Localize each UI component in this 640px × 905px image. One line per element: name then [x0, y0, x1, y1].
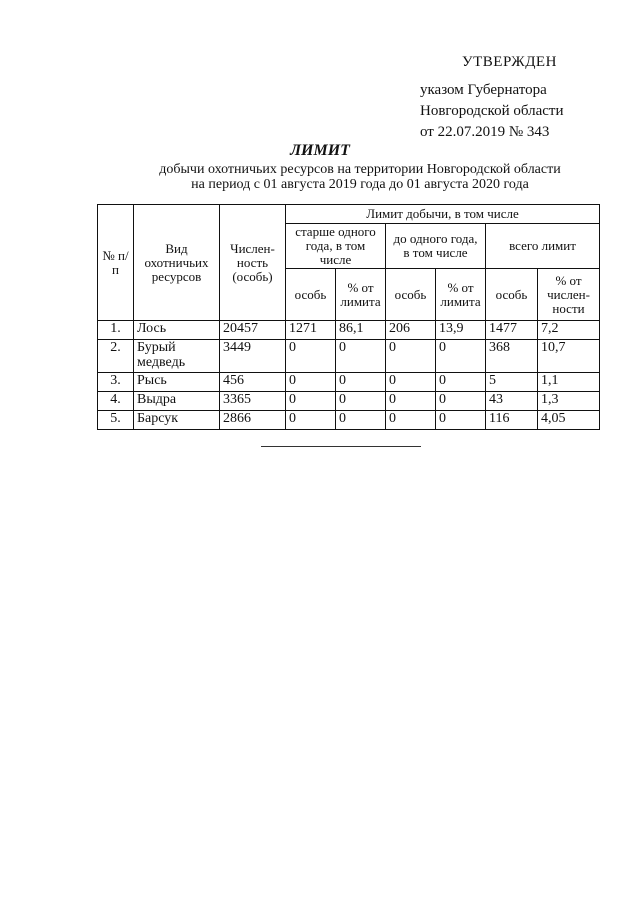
cell-total-pct: 10,7 — [538, 340, 600, 373]
cell-total-pct: 7,2 — [538, 321, 600, 340]
cell-num: 3. — [98, 373, 134, 392]
table-row — [98, 321, 600, 340]
cell-older-pct: 0 — [336, 411, 386, 430]
cell-total-count: 1477 — [486, 321, 538, 340]
cell-num: 1. — [98, 321, 134, 340]
cell-older-pct: 86,1 — [336, 321, 386, 340]
cell-num: 2. — [98, 340, 134, 373]
cell-population: 3449 — [220, 340, 286, 373]
cell-younger-count: 0 — [386, 373, 436, 392]
cell-total-count: 5 — [486, 373, 538, 392]
approved-heading: УТВЕРЖДЕН — [462, 54, 557, 70]
header-older-pct: % от лимита — [336, 269, 386, 321]
header-total: всего лимит — [486, 224, 600, 269]
header-younger-count: особь — [386, 269, 436, 321]
subtitle-line-2: на период с 01 августа 2019 года до 01 августа 2020 года — [191, 177, 529, 192]
cell-older-count: 0 — [286, 411, 336, 430]
header-older-count: особь — [286, 269, 336, 321]
closing-rule — [261, 446, 421, 447]
approval-line-region: Новгородской области — [420, 103, 564, 119]
cell-species: Выдра — [134, 392, 220, 411]
cell-older-pct: 0 — [336, 392, 386, 411]
cell-total-pct: 1,3 — [538, 392, 600, 411]
header-younger: до одного года, в том числе — [386, 224, 486, 269]
cell-population: 456 — [220, 373, 286, 392]
header-limit-group: Лимит добычи, в том числе — [286, 205, 600, 224]
cell-species: Рысь — [134, 373, 220, 392]
cell-younger-count: 0 — [386, 411, 436, 430]
header-total-count: особь — [486, 269, 538, 321]
cell-younger-pct: 13,9 — [436, 321, 486, 340]
header-species: Вид охотничьих ресурсов — [134, 205, 220, 321]
cell-older-count: 0 — [286, 340, 336, 373]
limit-table — [97, 204, 600, 430]
cell-older-count: 0 — [286, 392, 336, 411]
cell-younger-pct: 0 — [436, 392, 486, 411]
cell-species: Бурый медведь — [134, 340, 220, 373]
cell-species: Лось — [134, 321, 220, 340]
cell-younger-pct: 0 — [436, 340, 486, 373]
cell-num: 5. — [98, 411, 134, 430]
table-row — [98, 373, 600, 392]
cell-younger-pct: 0 — [436, 411, 486, 430]
cell-older-pct: 0 — [336, 340, 386, 373]
header-total-pct: % от числен-ности — [538, 269, 600, 321]
header-older: старше одного года, в том числе — [286, 224, 386, 269]
cell-total-pct: 1,1 — [538, 373, 600, 392]
cell-total-count: 116 — [486, 411, 538, 430]
table-row — [98, 340, 600, 373]
cell-younger-count: 0 — [386, 392, 436, 411]
cell-older-pct: 0 — [336, 373, 386, 392]
approval-line-date: от 22.07.2019 № 343 — [420, 124, 550, 140]
cell-population: 20457 — [220, 321, 286, 340]
cell-num: 4. — [98, 392, 134, 411]
document-title: ЛИМИТ — [290, 142, 350, 159]
approval-line-decree: указом Губернатора — [420, 82, 547, 98]
header-population: Числен-ность (особь) — [220, 205, 286, 321]
document-subtitle — [130, 162, 590, 192]
cell-younger-count: 206 — [386, 321, 436, 340]
cell-total-pct: 4,05 — [538, 411, 600, 430]
cell-population: 2866 — [220, 411, 286, 430]
cell-total-count: 368 — [486, 340, 538, 373]
table-row — [98, 411, 600, 430]
cell-older-count: 1271 — [286, 321, 336, 340]
cell-younger-pct: 0 — [436, 373, 486, 392]
cell-younger-count: 0 — [386, 340, 436, 373]
cell-total-count: 43 — [486, 392, 538, 411]
cell-species: Барсук — [134, 411, 220, 430]
header-younger-pct: % от лимита — [436, 269, 486, 321]
cell-older-count: 0 — [286, 373, 336, 392]
approval-block — [420, 52, 564, 143]
cell-population: 3365 — [220, 392, 286, 411]
table-row — [98, 392, 600, 411]
subtitle-line-1: добычи охотничьих ресурсов на территории Новгородской области — [159, 162, 561, 177]
header-num: № п/п — [98, 205, 134, 321]
